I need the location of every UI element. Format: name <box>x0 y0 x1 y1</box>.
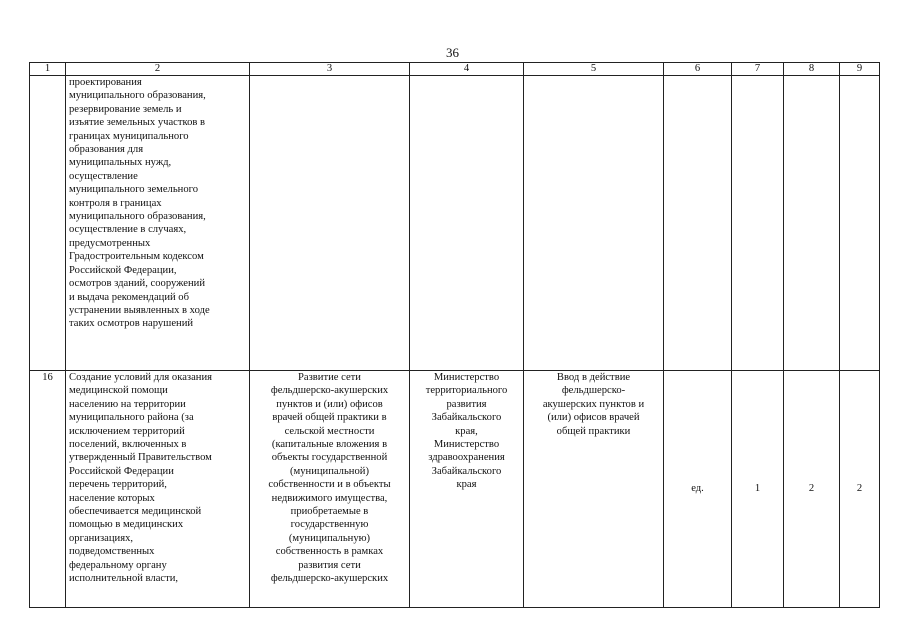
value-cell-8: 2 <box>784 371 840 608</box>
cell-text-line: сельской местности <box>284 425 375 437</box>
cell-text-line: (муниципальной) <box>290 465 369 477</box>
responsible-body <box>410 76 524 371</box>
cell-text-line: население которых <box>69 492 155 504</box>
cell-text-line: Градостроительным кодексом <box>69 251 204 263</box>
responsible-body <box>410 371 524 608</box>
cell-text-line: федеральному органу <box>69 559 167 571</box>
cell-text-line: пунктов и (или) офисов <box>276 398 383 410</box>
cell-text-line: образования для <box>69 144 144 156</box>
cell-text-line: перечень территорий, <box>69 479 167 491</box>
column-header: 4 <box>410 63 524 76</box>
cell-text-line: развития <box>446 398 487 410</box>
cell-text-line: населению на территории <box>69 398 186 410</box>
column-header: 2 <box>66 63 250 76</box>
cell-text-line: муниципальных нужд, <box>69 157 172 169</box>
unit-cell <box>664 76 732 371</box>
unit-cell: ед. <box>664 371 732 608</box>
cell-text-line: муниципального земельного <box>69 184 199 196</box>
cell-text-line: Ввод в действие <box>556 372 631 383</box>
cell-text-line: и выдача рекомендаций об <box>69 291 189 303</box>
cell-text-line: исполнительной власти, <box>69 573 179 585</box>
table-row <box>30 371 880 608</box>
cell-text-line: осуществление <box>69 170 138 182</box>
document-table <box>29 62 880 608</box>
cell-text-line: (муниципальную) <box>288 532 371 544</box>
table-header-row <box>30 63 880 76</box>
cell-text-line: муниципального образования, <box>69 90 206 102</box>
cell-text-line: помощью в медицинских <box>69 519 184 531</box>
cell-text-line: здравоохранения <box>428 452 505 464</box>
column-header: 5 <box>524 63 664 76</box>
cell-text-line: медицинской помощи <box>69 385 168 397</box>
value-cell-9: 2 <box>840 371 880 608</box>
cell-text-line: развития сети <box>298 559 361 571</box>
row-number: 16 <box>30 371 66 608</box>
value-cell-9 <box>840 76 880 371</box>
cell-text-line: организациях, <box>69 532 134 544</box>
cell-text-line: Российской Федерации, <box>69 264 177 276</box>
column-header: 3 <box>250 63 410 76</box>
cell-text-line: предусмотренных <box>69 237 151 249</box>
page-number: 36 <box>446 45 459 60</box>
column-header: 6 <box>664 63 732 76</box>
cell-text-line: края, <box>455 425 478 437</box>
value-cell-7 <box>732 76 784 371</box>
cell-text-line: Министерство <box>433 439 500 451</box>
cell-text-line: осуществление в случаях, <box>69 224 187 236</box>
cell-text-line: недвижимого имущества, <box>271 492 388 504</box>
cell-text-line: Развитие сети <box>298 372 361 383</box>
cell-text-line: фельдшерско-акушерских <box>270 573 389 585</box>
cell-text-line: Российской Федерации <box>69 465 174 477</box>
cell-text-line: таких осмотров нарушений <box>69 318 194 330</box>
value-cell-8 <box>784 76 840 371</box>
cell-text-line: Забайкальского <box>431 465 502 477</box>
value-cell-7: 1 <box>732 371 784 608</box>
cell-text-line: приобретаемые в <box>290 506 369 518</box>
measure-description <box>250 76 410 371</box>
table-row <box>30 76 880 371</box>
cell-text-line: фельдшерско-акушерских <box>270 385 389 397</box>
cell-text-line: изъятие земельных участков в <box>69 117 206 129</box>
cell-text-line: Забайкальского <box>431 412 502 424</box>
cell-text-line: собственности и в объекты <box>268 479 391 491</box>
activity-description <box>66 371 250 608</box>
cell-text-line: Создание условий для оказания <box>69 372 212 383</box>
column-header: 7 <box>732 63 784 76</box>
cell-text-line: государственную <box>290 519 369 531</box>
cell-text-line: устранении выявленных в ходе <box>69 304 210 316</box>
cell-text-line: исключением территорий <box>69 425 185 437</box>
cell-text-line: резервирование земель и <box>69 103 182 115</box>
cell-text-line: подведомственных <box>69 546 155 558</box>
cell-text-line: Министерство <box>433 372 500 383</box>
measure-description <box>250 371 410 608</box>
cell-text-line: акушерских пунктов и <box>542 398 645 410</box>
cell-text-line: (или) офисов врачей <box>547 412 640 424</box>
cell-text-line: обеспечивается медицинской <box>69 506 202 518</box>
row-number <box>30 76 66 371</box>
cell-text-line: контроля в границах <box>69 197 162 209</box>
activity-description <box>66 76 250 371</box>
cell-text-line: собственность в рамках <box>275 546 384 558</box>
cell-text-line: осмотров зданий, сооружений <box>69 278 206 290</box>
cell-text-line: поселений, включенных в <box>69 439 187 451</box>
indicator-name <box>524 76 664 371</box>
cell-text-line: границах муниципального <box>69 130 189 142</box>
indicator-name <box>524 371 664 608</box>
cell-text-line: врачей общей практики в <box>272 412 387 424</box>
cell-text-line: края <box>456 479 477 491</box>
cell-text-line: муниципального образования, <box>69 211 206 223</box>
cell-text-line: объекты государственной <box>271 452 388 464</box>
cell-text-line: муниципального района (за <box>69 412 194 424</box>
cell-text-line: общей практики <box>556 425 631 437</box>
column-header: 1 <box>30 63 66 76</box>
cell-text-line: территориального <box>425 385 508 397</box>
column-header: 9 <box>840 63 880 76</box>
cell-text-line: фельдшерско- <box>561 385 626 397</box>
cell-text-line: (капитальные вложения в <box>271 439 388 451</box>
cell-text-line: проектирования <box>69 77 142 88</box>
cell-text-line: утвержденный Правительством <box>69 452 212 464</box>
column-header: 8 <box>784 63 840 76</box>
